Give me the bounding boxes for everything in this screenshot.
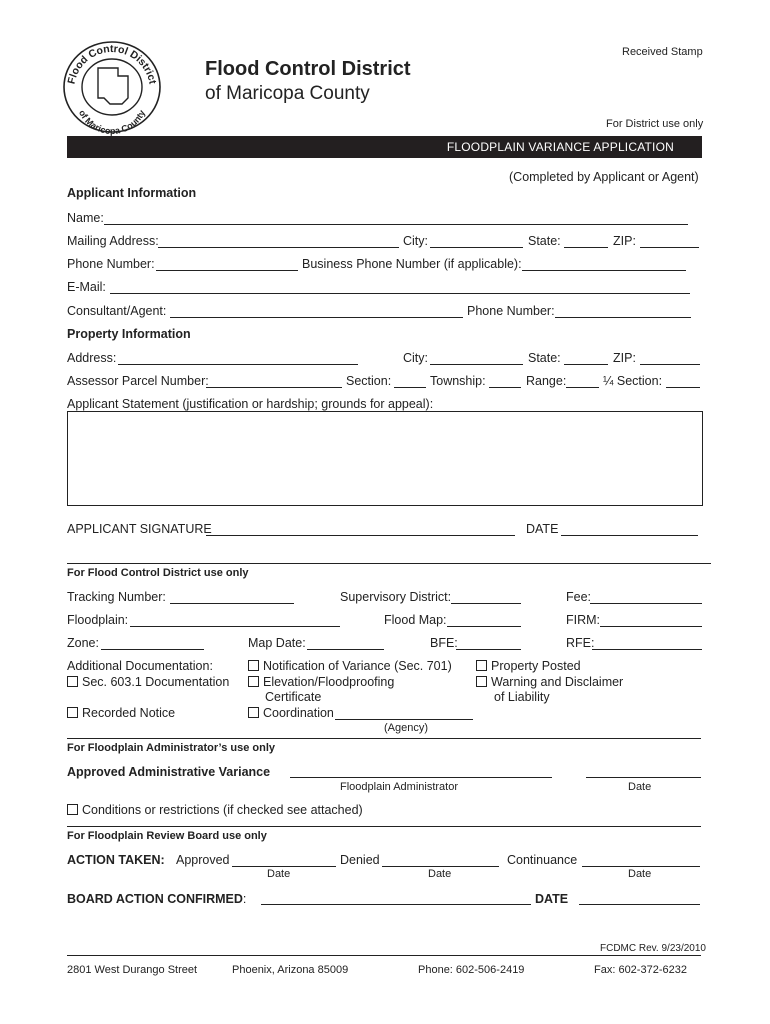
- phone-field[interactable]: [156, 270, 298, 271]
- footer-fax: Fax: 602-372-6232: [594, 964, 687, 976]
- zone-field[interactable]: [101, 649, 204, 650]
- property-state-label: State:: [528, 351, 561, 365]
- consultant-label: Consultant/Agent:: [67, 304, 167, 318]
- continuance-date-caption: Date: [628, 868, 652, 880]
- floodplain-label: Floodplain:: [67, 613, 129, 627]
- signature-date-label: DATE: [526, 522, 559, 536]
- mailing-address-label: Mailing Address:: [67, 234, 159, 248]
- denied-date-field[interactable]: [382, 866, 499, 867]
- parcel-label: Assessor Parcel Number:: [67, 374, 209, 388]
- footer-phone: Phone: 602-506-2419: [418, 964, 525, 976]
- admin-date-caption: Date: [628, 781, 652, 793]
- notification-option[interactable]: Notification of Variance (Sec. 701): [248, 659, 452, 673]
- sec-603-option[interactable]: Sec. 603.1 Documentation: [67, 675, 229, 689]
- rfe-label: RFE:: [566, 636, 595, 650]
- applicant-statement-box[interactable]: [67, 411, 703, 506]
- consultant-phone-field[interactable]: [555, 317, 691, 318]
- business-phone-field[interactable]: [522, 270, 686, 271]
- floodplain-field[interactable]: [130, 626, 340, 627]
- parcel-field[interactable]: [206, 387, 342, 388]
- bfe-field[interactable]: [456, 649, 521, 650]
- email-field[interactable]: [110, 293, 690, 294]
- received-stamp-label: Received Stamp: [622, 46, 703, 58]
- applicant-info-heading: Applicant Information: [67, 186, 197, 200]
- checkbox[interactable]: [248, 676, 259, 687]
- revision-note: FCDMC Rev. 9/23/2010: [600, 943, 706, 954]
- denied-label: Denied: [340, 853, 380, 867]
- firm-label: FIRM:: [566, 613, 601, 627]
- board-action-signature-field[interactable]: [261, 904, 531, 905]
- property-address-field[interactable]: [118, 364, 358, 365]
- range-label: Range:: [526, 374, 567, 388]
- property-info-heading: Property Information: [67, 327, 191, 341]
- warning-option[interactable]: Warning and Disclaimer: [476, 675, 623, 689]
- property-zip-label: ZIP:: [613, 351, 636, 365]
- board-date-field[interactable]: [579, 904, 700, 905]
- property-address-label: Address:: [67, 351, 117, 365]
- township-field[interactable]: [489, 387, 521, 388]
- applicant-city-label: City:: [403, 234, 428, 248]
- name-field[interactable]: [104, 224, 688, 225]
- approved-date-caption: Date: [267, 868, 291, 880]
- checkbox[interactable]: [67, 676, 78, 687]
- bfe-label: BFE:: [430, 636, 458, 650]
- flood-map-label: Flood Map:: [384, 613, 447, 627]
- form-title-banner: [67, 136, 702, 158]
- district-seal-logo: [60, 38, 164, 136]
- business-phone-label: Business Phone Number (if applicable):: [302, 257, 522, 271]
- tracking-field[interactable]: [170, 603, 294, 604]
- quarter-section-field[interactable]: [666, 387, 700, 388]
- board-use-heading: For Floodplain Review Board use only: [67, 830, 267, 842]
- admin-use-heading: For Floodplain Administrator’s use only: [67, 742, 275, 754]
- coordination-agency-field[interactable]: [335, 719, 473, 720]
- checkbox[interactable]: [248, 660, 259, 671]
- org-title: Flood Control District: [205, 58, 411, 80]
- district-use-only-label: For District use only: [606, 118, 704, 130]
- footer-city: Phoenix, Arizona 85009: [232, 964, 349, 976]
- svg-text:of Maricopa County: [77, 108, 147, 136]
- svg-text:Flood Control District: [66, 43, 159, 86]
- applicant-zip-label: ZIP:: [613, 234, 636, 248]
- section-field[interactable]: [394, 387, 426, 388]
- agency-caption: (Agency): [384, 722, 429, 734]
- name-label: Name:: [67, 211, 104, 225]
- township-label: Township:: [430, 374, 486, 388]
- fee-field[interactable]: [590, 603, 702, 604]
- elevation-option[interactable]: Elevation/Floodproofing: [248, 675, 394, 689]
- divider: [67, 955, 701, 956]
- applicant-signature-label: APPLICANT SIGNATURE: [67, 522, 212, 536]
- applicant-statement-label: Applicant Statement (justification or hardship; grounds for appeal):: [67, 397, 434, 411]
- divider: [67, 826, 701, 827]
- supervisory-field[interactable]: [451, 603, 521, 604]
- map-date-field[interactable]: [307, 649, 384, 650]
- consultant-phone-label: Phone Number:: [467, 304, 555, 318]
- admin-date-field[interactable]: [586, 777, 701, 778]
- checkbox[interactable]: [476, 660, 487, 671]
- flood-map-field[interactable]: [447, 626, 521, 627]
- applicant-zip-field[interactable]: [640, 247, 699, 248]
- denied-date-caption: Date: [428, 868, 452, 880]
- applicant-signature-field[interactable]: [206, 535, 515, 536]
- applicant-state-field[interactable]: [564, 247, 608, 248]
- property-city-label: City:: [403, 351, 428, 365]
- coordination-option[interactable]: Coordination: [248, 706, 334, 720]
- consultant-field[interactable]: [170, 317, 463, 318]
- rfe-field[interactable]: [592, 649, 702, 650]
- supervisory-label: Supervisory District:: [340, 590, 452, 604]
- checkbox[interactable]: [67, 707, 78, 718]
- section-label: Section:: [346, 374, 392, 388]
- property-zip-field[interactable]: [640, 364, 700, 365]
- completed-by-note: (Completed by Applicant or Agent): [509, 170, 699, 184]
- property-posted-option[interactable]: Property Posted: [476, 659, 581, 673]
- approved-admin-variance-label: Approved Administrative Variance: [67, 765, 271, 779]
- floodplain-admin-signature-field[interactable]: [290, 777, 552, 778]
- continuance-date-field[interactable]: [582, 866, 700, 867]
- property-city-field[interactable]: [430, 364, 523, 365]
- form-title: FLOODPLAIN VARIANCE APPLICATION: [446, 140, 674, 154]
- logo-bottom-text: of Maricopa County: [76, 108, 148, 136]
- checkbox[interactable]: [248, 707, 259, 718]
- warning-option-line2: of Liability: [494, 690, 550, 704]
- continuance-label: Continuance: [507, 853, 578, 867]
- firm-field[interactable]: [600, 626, 702, 627]
- map-date-label: Map Date:: [248, 636, 306, 650]
- footer-street: 2801 West Durango Street: [67, 964, 198, 976]
- email-label: E-Mail:: [67, 280, 106, 294]
- checkbox[interactable]: [476, 676, 487, 687]
- property-state-field[interactable]: [564, 364, 608, 365]
- board-date-label: DATE: [535, 892, 569, 906]
- approved-date-field[interactable]: [232, 866, 336, 867]
- conditions-option[interactable]: Conditions or restrictions (if checked see attached): [67, 803, 363, 817]
- org-subtitle: of Maricopa County: [205, 83, 370, 104]
- zone-label: Zone:: [67, 636, 99, 650]
- board-action-confirmed-label: BOARD ACTION CONFIRMED:: [67, 892, 247, 906]
- floodplain-admin-caption: Floodplain Administrator: [340, 781, 459, 793]
- district-use-heading: For Flood Control District use only: [67, 567, 249, 579]
- elevation-option-line2: Certificate: [265, 690, 322, 704]
- signature-date-field[interactable]: [561, 535, 698, 536]
- mailing-address-field[interactable]: [158, 247, 399, 248]
- action-taken-label: ACTION TAKEN:: [67, 853, 165, 867]
- approved-label: Approved: [176, 853, 230, 867]
- applicant-city-field[interactable]: [430, 247, 523, 248]
- divider: [67, 563, 711, 564]
- quarter-section-label: ¼ Section:: [603, 374, 663, 388]
- checkbox[interactable]: [67, 804, 78, 815]
- logo-top-text: Flood Control District: [65, 42, 159, 86]
- additional-docs-label: Additional Documentation:: [67, 659, 213, 673]
- phone-label: Phone Number:: [67, 257, 155, 271]
- applicant-state-label: State:: [528, 234, 561, 248]
- fee-label: Fee:: [566, 590, 592, 604]
- recorded-notice-option[interactable]: Recorded Notice: [67, 706, 175, 720]
- range-field[interactable]: [566, 387, 599, 388]
- tracking-label: Tracking Number:: [67, 590, 166, 604]
- divider: [67, 738, 701, 739]
